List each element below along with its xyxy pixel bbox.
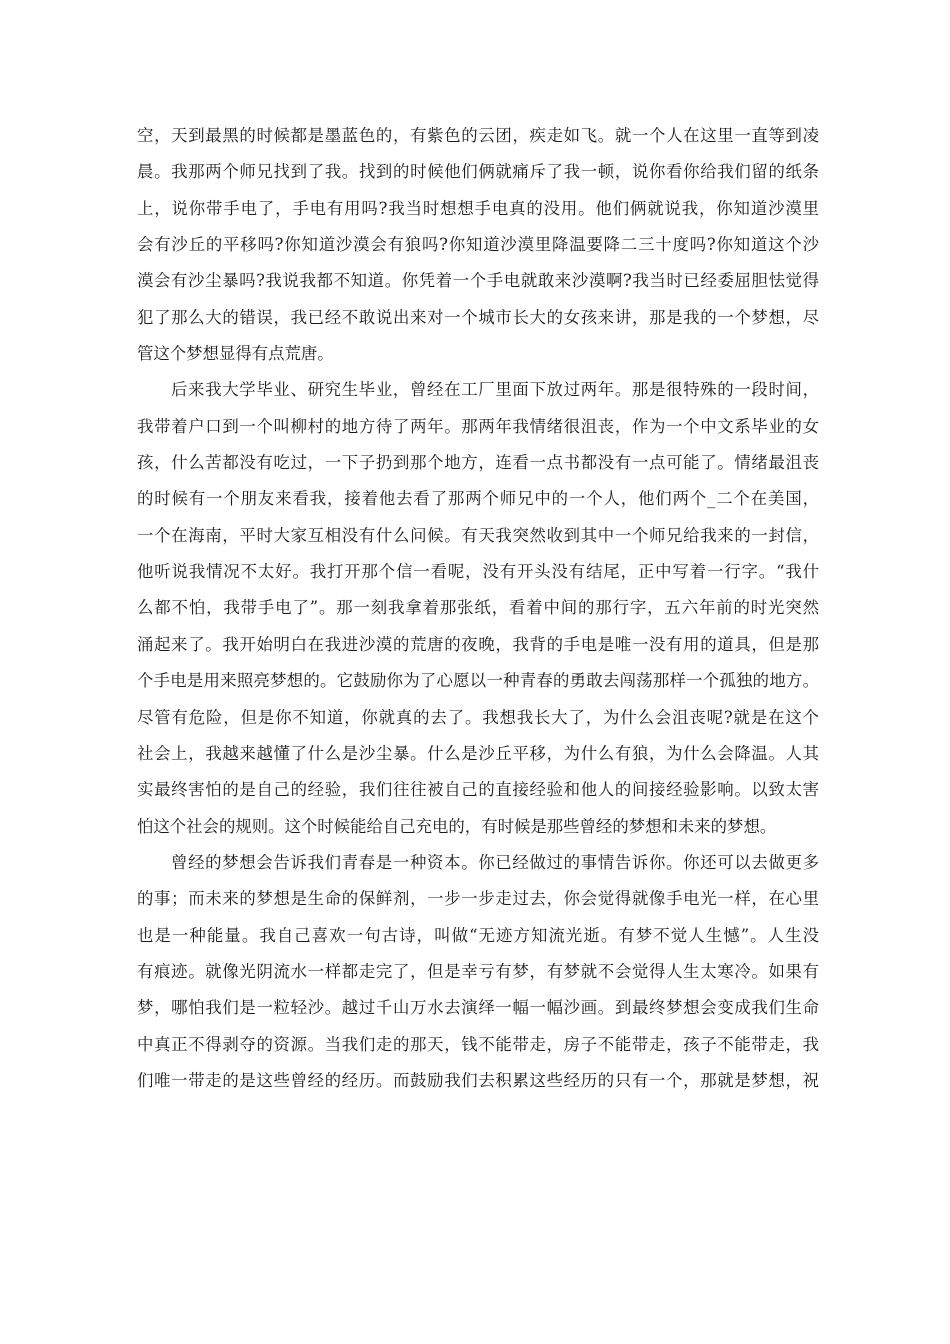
article-body xyxy=(137,118,819,1099)
text-line: 我带着户口到一个叫柳村的地方待了两年。那两年我情绪很沮丧，作为一个中文系毕业的女 xyxy=(137,416,819,436)
paragraph-first-line: 后来我大学毕业、研究生毕业，曾经在工厂里面下放过两年。那是很特殊的一段时间， xyxy=(171,380,819,400)
text-line: 犯了那么大的错误，我已经不敢说出来对一个城市长大的女孩来讲，那是我的一个梦想，尽 xyxy=(137,307,819,327)
text-line: 涌起来了。我开始明白在我进沙漠的荒唐的夜晚，我背的手电是唯一没有用的道具，但是那 xyxy=(137,634,819,654)
text-line: 空，天到最黑的时候都是墨蓝色的，有紫色的云团，疾走如飞。就一个人在这里一直等到凌 xyxy=(137,126,819,145)
text-line: 么都不怕，我带手电了”。那一刻我拿着那张纸，看着中间的那行字，五六年前的时光突然 xyxy=(137,598,819,618)
text-line: 有痕迹。就像光阴流水一样都走完了，但是幸亏有梦，有梦就不会觉得人生太寒冷。如果有 xyxy=(137,961,819,981)
text-line: 个手电是用来照亮梦想的。它鼓励你为了心愿以一种青春的勇敢去闯荡那样一个孤独的地方。 xyxy=(137,671,819,691)
text-line: 管这个梦想显得有点荒唐。 xyxy=(137,344,334,364)
text-line: 怕这个社会的规则。这个时候能给自己充电的，有时候是那些曾经的梦想和未来的梦想。 xyxy=(137,816,777,836)
text-line: 们唯一带走的是这些曾经的经历。而鼓励我们去积累这些经历的只有一个，那就是梦想，祝 xyxy=(137,1070,819,1090)
text-line: 实最终害怕的是自己的经验，我们往往被自己的直接经验和他人的间接经验影响。以致太害 xyxy=(137,780,819,800)
text-line: 漠会有沙尘暴吗?我说我都不知道。你凭着一个手电就敢来沙漠啊?我当时已经委屈胆怯觉得 xyxy=(137,271,819,291)
text-line: 上，说你带手电了，手电有用吗?我当时想想手电真的没用。他们俩就说我，你知道沙漠里 xyxy=(137,198,819,218)
text-line: 他听说我情况不太好。我打开那个信一看呢，没有开头没有结尾，正中写着一行字。“我什 xyxy=(137,562,819,582)
text-line: 孩，什么苦都没有吃过，一下子扔到那个地方，连看一点书都没有一点可能了。情绪最沮丧 xyxy=(137,453,819,473)
text-line: 中真正不得剥夺的资源。当我们走的那天，钱不能带走，房子不能带走，孩子不能带走，我 xyxy=(137,1034,819,1054)
text-line: 梦，哪怕我们是一粒轻沙。越过千山万水去演绎一幅一幅沙画。到最终梦想会变成我们生命 xyxy=(137,998,819,1018)
text-line: 的事；而未来的梦想是生命的保鲜剂，一步一步走过去，你会觉得就像手电光一样，在心里 xyxy=(137,889,819,909)
text-line: 也是一种能量。我自己喜欢一句古诗，叫做“无迹方知流光逝。有梦不觉人生憾”。人生没 xyxy=(137,925,819,945)
text-line: 晨。我那两个师兄找到了我。找到的时候他们俩就痛斥了我一顿，说你看你给我们留的纸条 xyxy=(137,162,819,182)
text-line: 一个在海南，平时大家互相没有什么问候。有天我突然收到其中一个师兄给我来的一封信， xyxy=(137,525,819,545)
text-line: 社会上，我越来越懂了什么是沙尘暴。什么是沙丘平移，为什么有狼，为什么会降温。人其 xyxy=(137,743,819,763)
text-line: 尽管有危险，但是你不知道，你就真的去了。我想我长大了，为什么会沮丧呢?就是在这个 xyxy=(137,707,819,727)
paragraph-first-line: 曾经的梦想会告诉我们青春是一种资本。你已经做过的事情告诉你。你还可以去做更多 xyxy=(171,852,819,872)
text-line: 的时候有一个朋友来看我，接着他去看了那两个师兄中的一个人，他们两个_二个在美国， xyxy=(137,489,819,509)
text-line: 会有沙丘的平移吗?你知道沙漠会有狼吗?你知道沙漠里降温要降二三十度吗?你知道这个沙 xyxy=(137,235,819,255)
